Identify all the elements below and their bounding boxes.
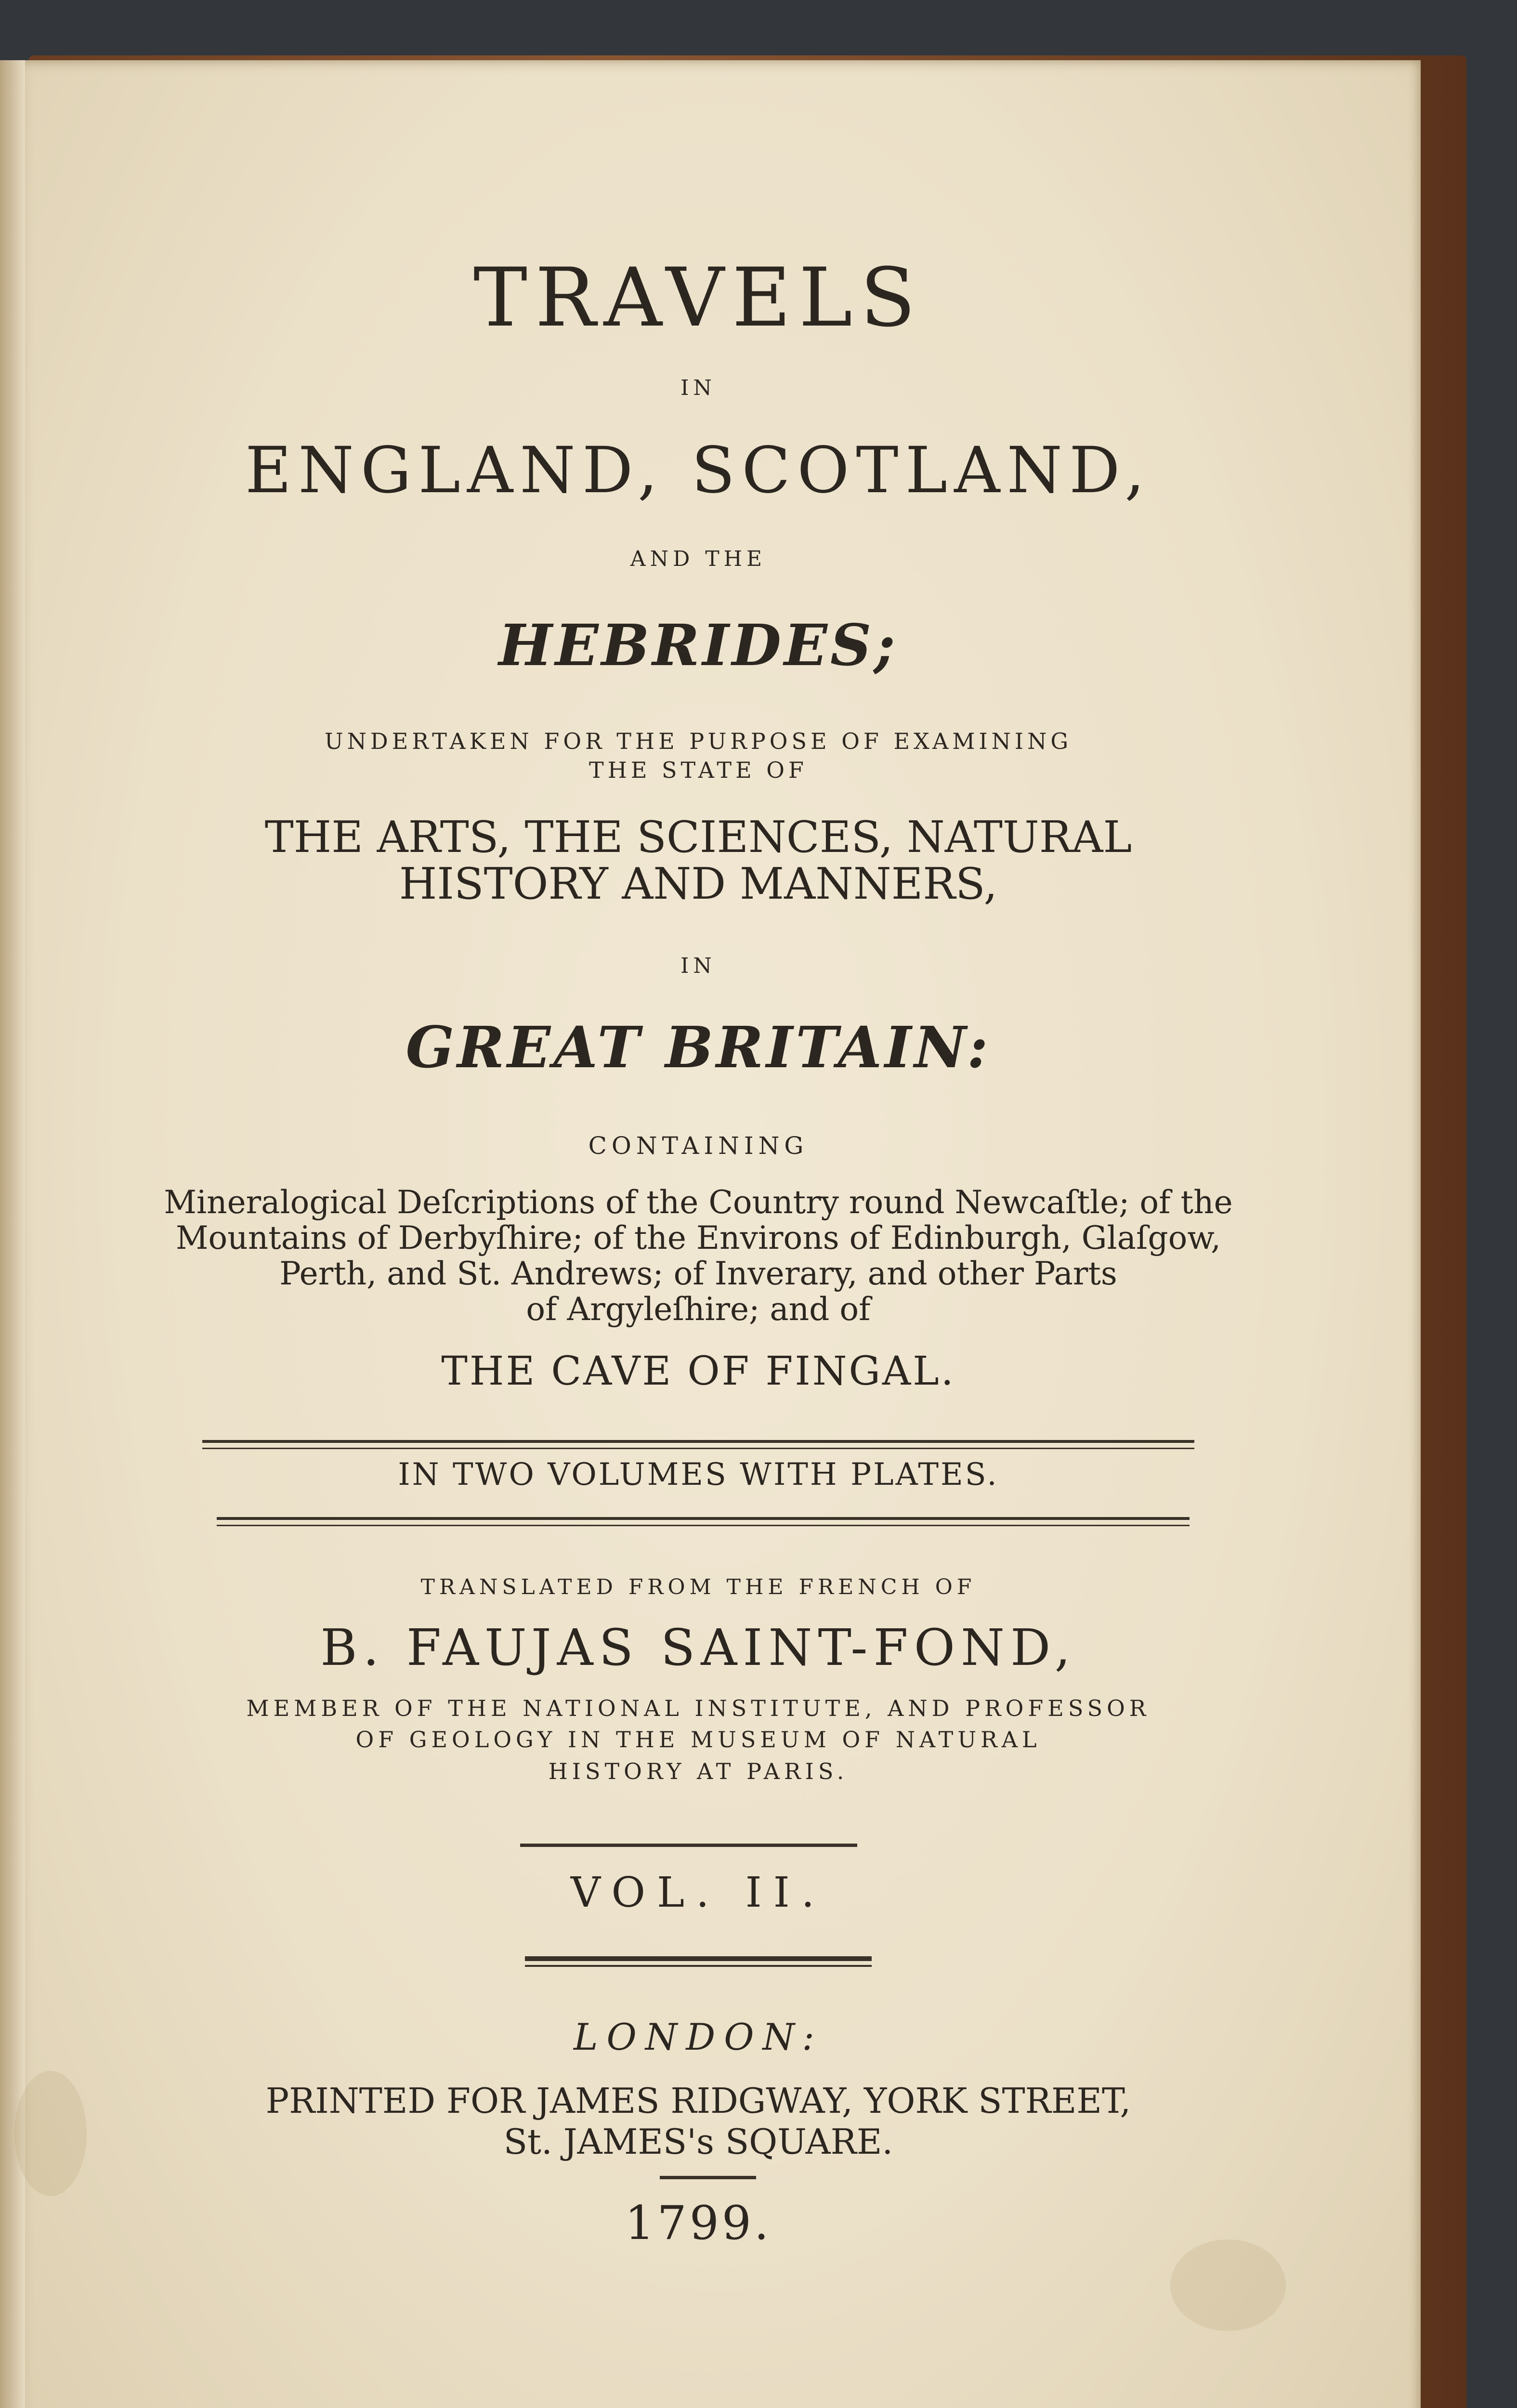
printer-line-1: PRINTED FOR JAMES RIDGWAY, YORK STREET, (265, 2081, 1131, 2121)
hebrides-line: HEBRIDES; (498, 612, 898, 679)
description-line-3: Perth, and St. Andrews; of Inverary, and other Parts (279, 1255, 1117, 1292)
in-word: IN (680, 954, 716, 978)
conjunction-in: IN (680, 376, 716, 400)
member-line-3: HISTORY AT PARIS. (548, 1758, 849, 1784)
volume-number: VOL. II. (570, 1869, 826, 1917)
author-line: B. FAUJAS SAINT-FOND, (320, 1618, 1076, 1677)
containing-line: CONTAINING (588, 1132, 809, 1160)
places-line: ENGLAND, SCOTLAND, (245, 433, 1152, 508)
cave-line: THE CAVE OF FINGAL. (441, 1348, 955, 1394)
volumes-note: IN TWO VOLUMES WITH PLATES. (398, 1457, 999, 1492)
heavy-rule (525, 1956, 872, 1967)
purpose-line-1: UNDERTAKEN FOR THE PURPOSE OF EXAMINING (324, 728, 1072, 754)
subject-line-1: THE ARTS, THE SCIENCES, NATURAL (264, 812, 1132, 863)
imprint-year: 1799. (625, 2196, 772, 2250)
double-rule (217, 1517, 1190, 1526)
description-line-2: Mountains of Derbyſhire; of the Environs of Edinburgh, Glaſgow, (175, 1219, 1221, 1256)
short-rule (520, 1844, 857, 1847)
page-gutter (0, 60, 25, 2408)
book-title: TRAVELS (473, 250, 924, 345)
foxing-stain (1170, 2239, 1286, 2331)
and-the-line: AND THE (630, 547, 767, 571)
member-line-1: MEMBER OF THE NATIONAL INSTITUTE, AND PROFESSOR (246, 1695, 1151, 1721)
description-line-4: of Argyleſhire; and of (526, 1290, 871, 1328)
subject-line-2: HISTORY AND MANNERS, (399, 859, 998, 910)
translated-line: TRANSLATED FROM THE FRENCH OF (420, 1575, 976, 1599)
imprint-place: LONDON: (574, 2015, 823, 2058)
short-rule (660, 2176, 756, 2179)
double-rule (202, 1440, 1194, 1449)
description-line-1: Mineralogical Deſcriptions of the Country round Newcaſtle; of the (164, 1184, 1233, 1221)
member-line-2: OF GEOLOGY IN THE MUSEUM OF NATURAL (355, 1727, 1041, 1753)
printer-line-2: St. JAMES's SQUARE. (503, 2121, 893, 2162)
great-britain-line: GREAT BRITAIN: (405, 1014, 991, 1081)
purpose-line-2: THE STATE OF (589, 757, 808, 783)
